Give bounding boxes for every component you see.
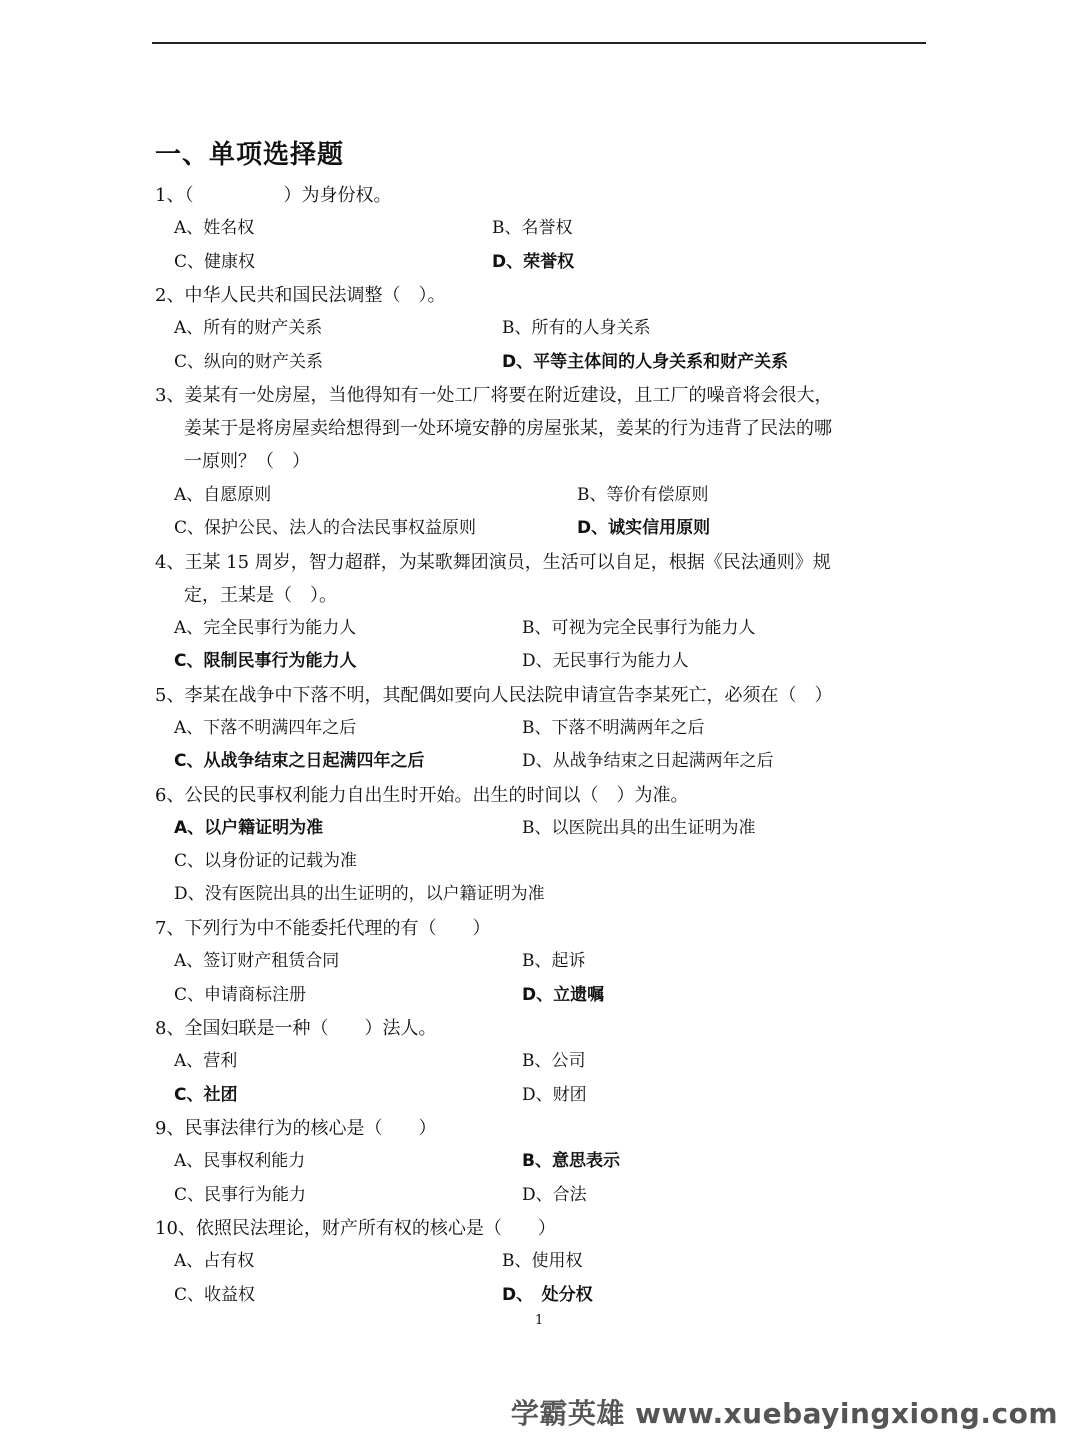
option-2a: A、所有的财产关系 (174, 318, 323, 338)
option-7b: B、起诉 (522, 951, 586, 971)
option-5a: A、下落不明满四年之后 (174, 718, 357, 738)
option-5b: B、下落不明满两年之后 (522, 718, 705, 738)
question-2: 2、中华人民共和国民法调整（ ）。 (155, 285, 446, 306)
option-8d: D、财团 (522, 1085, 587, 1105)
question-4-line2: 定，王某是（ ）。 (184, 585, 337, 606)
option-3c: C、保护公民、法人的合法民事权益原则 (174, 518, 477, 538)
option-4c-answer: C、限制民事行为能力人 (174, 651, 357, 671)
question-4-line1: 4、王某 15 周岁，智力超群，为某歌舞团演员，生活可以自足，根据《民法通则》规 (155, 552, 831, 573)
option-7d-answer: D、立遗嘱 (522, 985, 605, 1005)
option-3b: B、等价有偿原则 (577, 485, 709, 505)
option-2d-answer: D、平等主体间的人身关系和财产关系 (502, 352, 789, 372)
section-title: 一、单项选择题 (155, 140, 345, 170)
option-9d: D、合法 (522, 1185, 587, 1205)
option-10c: C、收益权 (174, 1285, 256, 1305)
option-10d-answer: D、 处分权 (502, 1285, 593, 1305)
option-3d-answer: D、诚实信用原则 (577, 518, 711, 538)
option-1c: C、健康权 (174, 252, 256, 272)
option-8b: B、公司 (522, 1051, 586, 1071)
option-6b: B、以医院出具的出生证明为准 (522, 818, 756, 838)
option-10b: B、使用权 (502, 1251, 583, 1271)
header-rule (152, 42, 926, 44)
option-9c: C、民事行为能力 (174, 1185, 307, 1205)
option-2c: C、纵向的财产关系 (174, 352, 324, 372)
option-9b-answer: B、意思表示 (522, 1151, 620, 1171)
question-4 (155, 546, 935, 612)
footer-watermark: 学霸英雄 www.xuebayingxiong.com (510, 1397, 1058, 1430)
option-1b: B、名誉权 (492, 218, 573, 238)
option-1a: A、姓名权 (174, 218, 255, 238)
question-9: 9、民事法律行为的核心是（ ） (155, 1118, 437, 1139)
option-4b: B、可视为完全民事行为能力人 (522, 618, 756, 638)
option-3a: A、自愿原则 (174, 485, 272, 505)
option-9a: A、民事权利能力 (174, 1151, 306, 1171)
question-7: 7、下列行为中不能委托代理的有（ ） (155, 918, 491, 939)
question-3-line3: 一原则？（ ） (184, 451, 310, 472)
option-8a: A、营利 (174, 1051, 238, 1071)
question-6: 6、公民的民事权利能力自出生时开始。出生的时间以（ ）为准。 (155, 785, 689, 806)
option-4a: A、完全民事行为能力人 (174, 618, 357, 638)
question-3-line2: 姜某于是将房屋卖给想得到一处环境安静的房屋张某，姜某的行为违背了民法的哪 (184, 418, 832, 439)
option-6d: D、没有医院出具的出生证明的，以户籍证明为准 (174, 884, 545, 904)
question-3 (155, 379, 935, 478)
question-5: 5、李某在战争中下落不明，其配偶如要向人民法院申请宣告李某死亡，必须在（ ） (155, 685, 833, 706)
option-10a: A、占有权 (174, 1251, 255, 1271)
question-1: 1、（ ）为身份权。 (155, 185, 392, 206)
option-5c-answer: C、从战争结束之日起满四年之后 (174, 751, 425, 771)
option-1d-answer: D、荣誉权 (492, 252, 575, 272)
option-2b: B、所有的人身关系 (502, 318, 651, 338)
option-4d: D、无民事行为能力人 (522, 651, 689, 671)
page-number: 1 (535, 1313, 544, 1328)
option-8c-answer: C、社团 (174, 1085, 238, 1105)
option-6a-answer: A、以户籍证明为准 (174, 818, 324, 838)
question-8: 8、全国妇联是一种（ ）法人。 (155, 1018, 437, 1039)
option-6c: C、以身份证的记载为准 (174, 851, 358, 871)
option-7c: C、申请商标注册 (174, 985, 307, 1005)
question-10: 10、依照民法理论，财产所有权的核心是（ ） (155, 1218, 556, 1239)
question-3-line1: 3、姜某有一处房屋，当他得知有一处工厂将要在附近建设，且工厂的噪音将会很大， (155, 385, 833, 406)
option-7a: A、签订财产租赁合同 (174, 951, 340, 971)
option-5d: D、从战争结束之日起满两年之后 (522, 751, 774, 771)
